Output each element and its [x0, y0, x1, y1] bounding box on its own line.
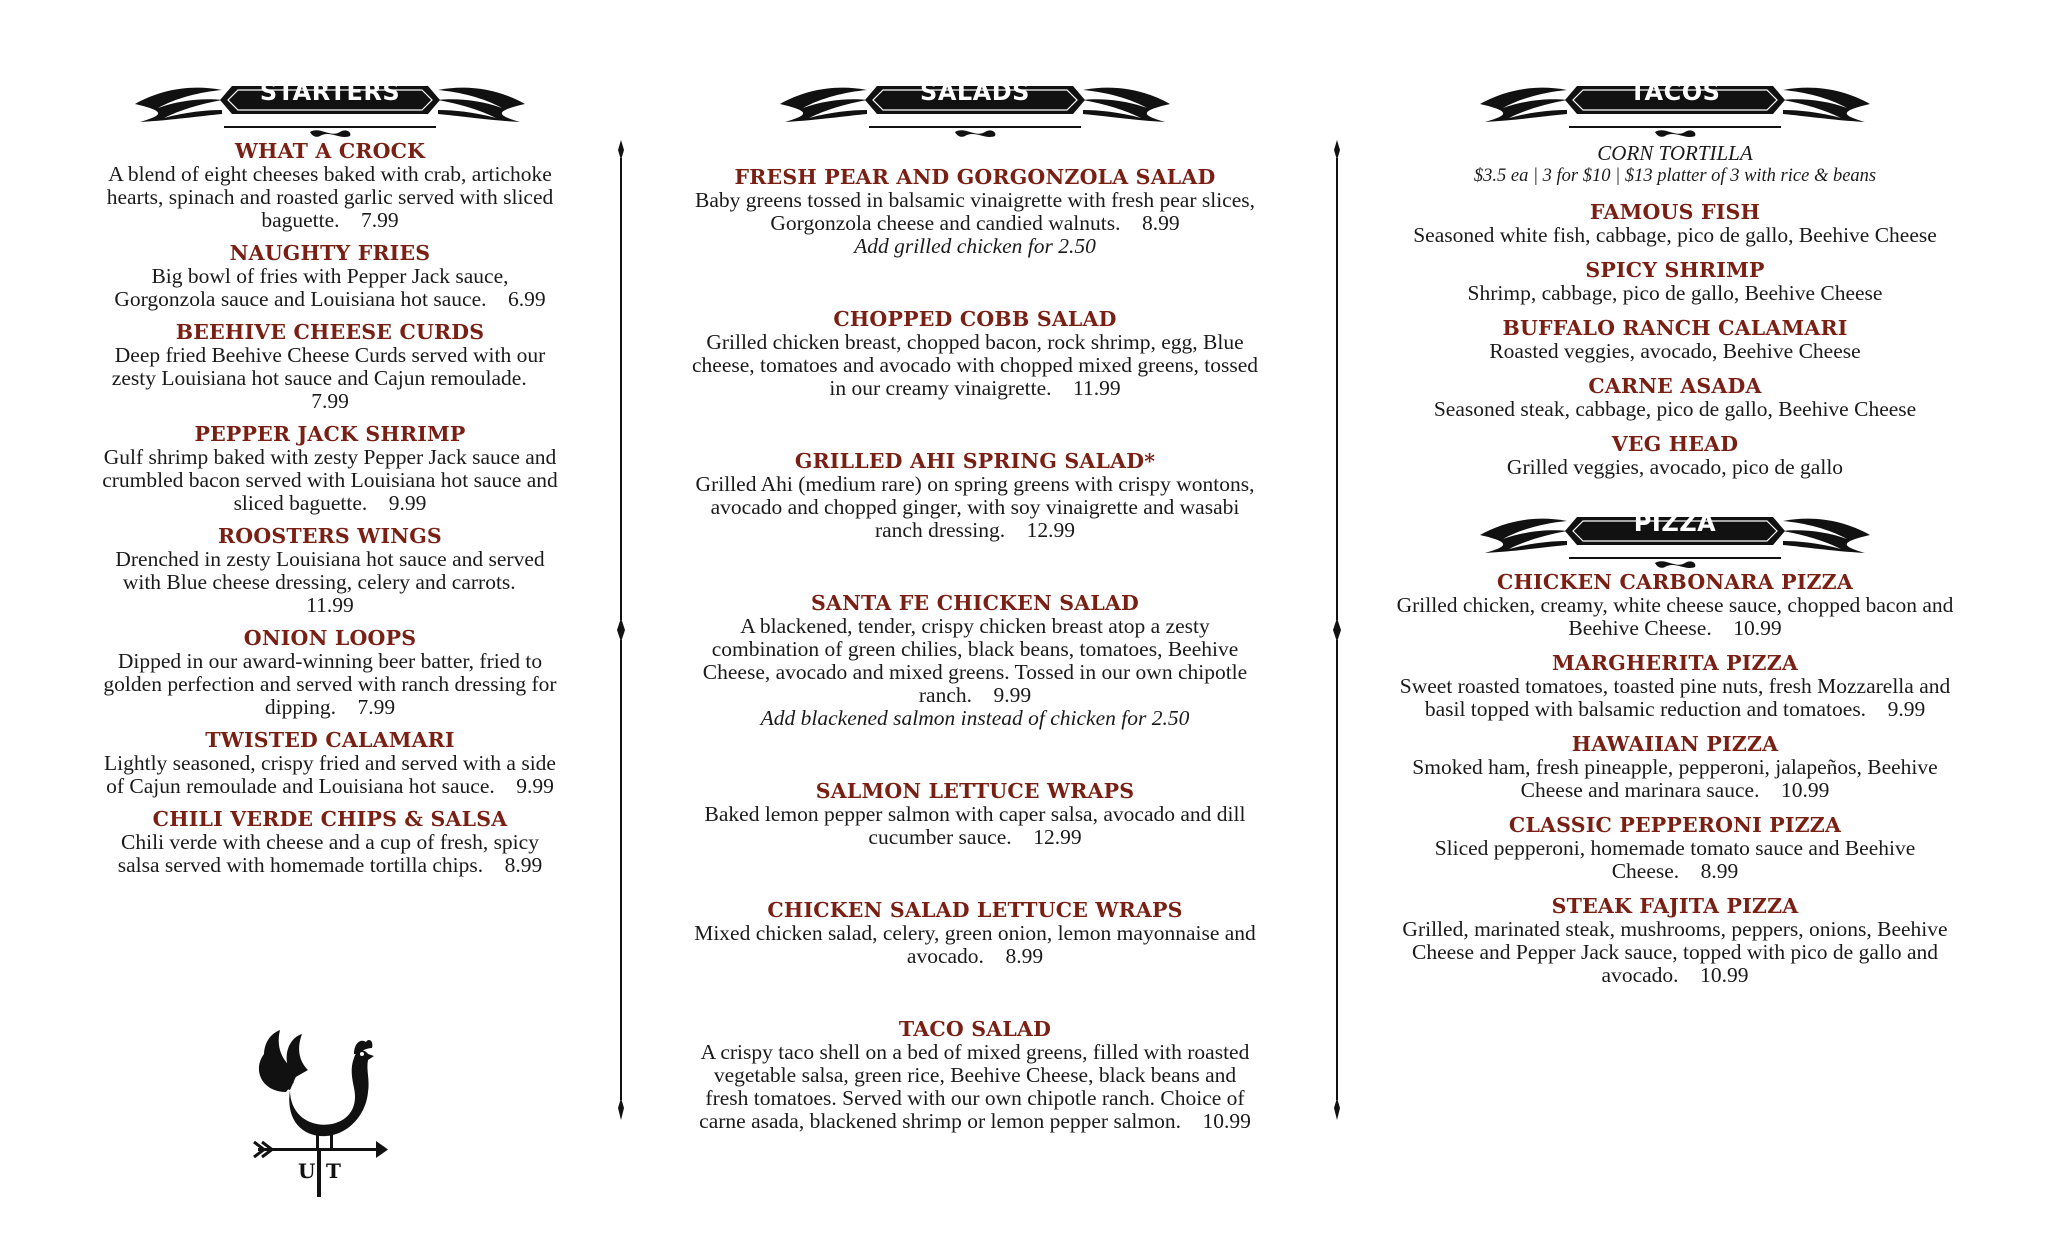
menu-item-price: 6.99 [508, 287, 546, 311]
menu-item [690, 899, 1260, 968]
menu-item [100, 242, 560, 311]
menu-item-description-text: Mixed chicken salad, celery, green onion, lemon mayonnaise and avocado. [694, 921, 1256, 968]
menu-item-description [1390, 456, 1960, 479]
menu-item-price: 12.99 [1033, 825, 1082, 849]
menu-item-description-text: Baby greens tossed in balsamic vinaigrette with fresh pear slices, Gorgonzola cheese and candied walnuts. [694, 188, 1256, 235]
menu-item-name: WHAT A CROCK [234, 139, 426, 163]
menu-item [1390, 375, 1960, 421]
menu-item-description [100, 650, 560, 719]
menu-item-name: BUFFALO RANCH CALAMARI [1502, 316, 1848, 340]
menu-item-description [100, 163, 560, 232]
menu-item [100, 627, 560, 719]
menu-item [1390, 259, 1960, 305]
menu-item-name: FAMOUS FISH [1589, 200, 1761, 224]
menu-item-name: SANTA FE CHICKEN SALAD [810, 591, 1140, 615]
menu-item-price: 9.99 [516, 774, 554, 798]
menu-item-description-text: A blend of eight cheeses baked with crab, artichoke hearts, spinach and roasted garlic served with sliced baguette. [106, 162, 554, 232]
menu-item-description-text: A crispy taco shell on a bed of mixed greens, filled with roasted vegetable salsa, green rice, Beehive Cheese, black beans and fresh tomatoes. Served with our own chipotle ranch. Choice of carne asada, blackened shrimp or lemon pepper salmon. [699, 1040, 1250, 1133]
menu-item [100, 321, 560, 413]
menu-item [690, 166, 1260, 258]
menu-item-name: GRILLED AHI SPRING SALAD* [794, 449, 1156, 473]
menu-item [690, 780, 1260, 849]
menu-item-price: 7.99 [357, 695, 396, 719]
menu-item-description-text: Grilled chicken, creamy, white cheese sauce, chopped bacon and Beehive Cheese. [1396, 593, 1954, 640]
menu-item-price: 8.99 [1141, 211, 1180, 235]
menu-item [100, 140, 560, 232]
menu-item-description [1390, 675, 1960, 721]
menu-item-note: Add grilled chicken for 2.50 [854, 234, 1096, 258]
starters-title: STARTERS [259, 78, 401, 106]
menu-item-name: FRESH PEAR AND GORGONZOLA SALAD [734, 165, 1216, 189]
menu-item-name: ONION LOOPS [243, 626, 417, 650]
corn-tortilla-prices: $3.5 ea | 3 for $10 | $13 platter of 3 with rice & beans [1473, 166, 1877, 186]
menu-item-name: SPICY SHRIMP [1585, 258, 1765, 282]
menu-item-description [1390, 398, 1960, 421]
menu-item-name: CLASSIC PEPPERONI PIZZA [1508, 813, 1842, 837]
menu-item-description [1390, 340, 1960, 363]
salads-section [690, 60, 1260, 1183]
menu-item [690, 308, 1260, 400]
menu-item-price: 7.99 [311, 389, 349, 413]
menu-item [1390, 814, 1960, 883]
menu-item-name: MARGHERITA PIZZA [1552, 651, 1798, 675]
menu-item-price: 8.99 [504, 853, 543, 877]
menu-item-description-text: Shrimp, cabbage, pico de gallo, Beehive Cheese [1467, 281, 1883, 305]
menu-item-description-text: Chili verde with cheese and a cup of fresh, spicy salsa served with homemade tortilla chips. [117, 830, 539, 877]
menu-item-name: CHICKEN SALAD LETTUCE WRAPS [767, 898, 1183, 922]
salads-title: SALADS [920, 78, 1030, 106]
menu-item-name: TWISTED CALAMARI [205, 728, 455, 752]
menu-item [1390, 571, 1960, 640]
menu-item-description-text: Grilled veggies, avocado, pico de gallo [1506, 455, 1844, 479]
menu-item-price: 9.99 [1887, 697, 1926, 721]
menu-item-name: STEAK FAJITA PIZZA [1551, 894, 1799, 918]
menu-item-description [690, 1041, 1260, 1133]
menu-item-price: 10.99 [1700, 963, 1749, 987]
menu-item-description [690, 803, 1260, 849]
menu-item-description [1390, 282, 1960, 305]
starters-banner [130, 60, 530, 140]
menu-item [100, 729, 560, 798]
menu-item-description [100, 831, 560, 877]
svg-text:T: T [326, 1159, 341, 1183]
menu-item-description [690, 331, 1260, 400]
menu-item-description-text: Dipped in our award-winning beer batter, fried to golden perfection and served with ranch dressing for dipping. [103, 649, 557, 719]
menu-item [690, 592, 1260, 730]
tacos-pizza-section [1390, 60, 1960, 999]
menu-item-description [100, 548, 560, 617]
tacos-banner [1475, 60, 1875, 140]
menu-item [1390, 733, 1960, 802]
menu-item-description [1390, 594, 1960, 640]
menu-item-note: Add blackened salmon instead of chicken for 2.50 [760, 706, 1190, 730]
menu-item-description [100, 752, 560, 798]
menu-item-description [1390, 756, 1960, 802]
column-divider-right [1330, 140, 1344, 1120]
menu-item [1390, 201, 1960, 247]
menu-item [1390, 433, 1960, 479]
menu-item-description-text: Big bowl of fries with Pepper Jack sauce, Gorgonzola sauce and Louisiana hot sauce. [114, 264, 509, 311]
menu-item-price: 9.99 [993, 683, 1032, 707]
menu-item-description [690, 922, 1260, 968]
menu-item [100, 423, 560, 515]
menu-item-price: 10.99 [1733, 616, 1782, 640]
menu-item [100, 808, 560, 877]
menu-item-description-text: Seasoned white fish, cabbage, pico de gallo, Beehive Cheese [1413, 223, 1937, 247]
menu-item-price: 10.99 [1202, 1109, 1251, 1133]
starters-section [100, 60, 560, 887]
menu-item-price: 11.99 [1073, 376, 1121, 400]
menu-item-name: BEEHIVE CHEESE CURDS [175, 320, 485, 344]
menu-item-price: 10.99 [1780, 778, 1830, 802]
menu-item-description [1390, 224, 1960, 247]
menu-item-description [100, 446, 560, 515]
menu-item-description-text: A blackened, tender, crispy chicken breast atop a zesty combination of green chilies, black beans, tomatoes, Beehive Cheese, avocado and mixed greens. Tossed in our own chipotle ranch. [702, 614, 1248, 707]
menu-item-description-text: Seasoned steak, cabbage, pico de gallo, Beehive Cheese [1433, 397, 1917, 421]
menu-item [1390, 317, 1960, 363]
menu-item-description-text: Grilled Ahi (medium rare) on spring greens with crispy wontons, avocado and chopped ginger, with soy vinaigrette and wasabi ranch dressing. [695, 472, 1255, 542]
menu-item-name: CHOPPED COBB SALAD [833, 307, 1117, 331]
menu-item-name: CHICKEN CARBONARA PIZZA [1497, 570, 1853, 594]
menu-item-description [690, 473, 1260, 542]
menu-item [1390, 895, 1960, 987]
pizza-list [1390, 571, 1960, 987]
starters-list [100, 140, 560, 877]
menu-item-description [100, 265, 560, 311]
corn-tortilla-title: CORN TORTILLA [1597, 141, 1753, 165]
menu-item-price: 7.99 [361, 208, 399, 232]
menu-item-description-text: Smoked ham, fresh pineapple, pepperoni, jalapeños, Beehive Cheese and marinara sauce. [1412, 755, 1938, 802]
menu-item-description [690, 189, 1260, 235]
salads-list [690, 140, 1260, 1133]
menu-item-name: CHILI VERDE CHIPS & SALSA [152, 807, 508, 831]
column-divider-left [614, 140, 628, 1120]
menu-item-price: 11.99 [306, 593, 354, 617]
corn-tortilla-info [1390, 142, 1960, 187]
menu-item-description [1390, 918, 1960, 987]
menu-item [690, 450, 1260, 542]
menu-item [1390, 652, 1960, 721]
menu-item-description-text: Sliced pepperoni, homemade tomato sauce and Beehive Cheese. [1434, 836, 1916, 883]
menu-item-price: 9.99 [388, 491, 427, 515]
pizza-title: PIZZA [1633, 509, 1717, 537]
menu-item-description [690, 615, 1260, 707]
menu-item-price: 8.99 [1700, 859, 1739, 883]
menu-item-description-text: Gulf shrimp baked with zesty Pepper Jack sauce and crumbled bacon served with Louisiana hot sauce and sliced baguette. [102, 445, 558, 515]
menu-item-name: HAWAIIAN PIZZA [1571, 732, 1779, 756]
menu-item-description-text: Grilled, marinated steak, mushrooms, peppers, onions, Beehive Cheese and Pepper Jack sauce, topped with pico de gallo and avocado. [1402, 917, 1948, 987]
menu-item-name: VEG HEAD [1611, 432, 1739, 456]
menu-item-name: TACO SALAD [898, 1017, 1052, 1041]
menu-item-description-text: Grilled chicken breast, chopped bacon, rock shrimp, egg, Blue cheese, tomatoes and avocado with chopped mixed greens, tossed in our creamy vinaigrette. [692, 330, 1258, 400]
menu-item-description [100, 344, 560, 413]
menu-item-description-text: Sweet roasted tomatoes, toasted pine nuts, fresh Mozzarella and basil topped with balsamic reduction and tomatoes. [1399, 674, 1951, 721]
tacos-title: TACOS [1629, 78, 1721, 106]
menu-item [690, 1018, 1260, 1133]
menu-item-name: SALMON LETTUCE WRAPS [815, 779, 1135, 803]
menu-item-price: 8.99 [1005, 944, 1044, 968]
menu-item-name: CARNE ASADA [1588, 374, 1762, 398]
svg-text:U: U [298, 1159, 316, 1183]
menu-item-description-text: Deep fried Beehive Cheese Curds served with our zesty Louisiana hot sauce and Cajun remoulade. [111, 343, 546, 390]
rooster-weathervane-icon [250, 1020, 390, 1200]
menu-item [100, 525, 560, 617]
menu-item-description-text: Roasted veggies, avocado, Beehive Cheese [1489, 339, 1861, 363]
salads-banner [775, 60, 1175, 140]
menu-item-name: PEPPER JACK SHRIMP [194, 422, 466, 446]
menu-item-name: NAUGHTY FRIES [229, 241, 431, 265]
menu-item-description-text: Drenched in zesty Louisiana hot sauce and served with Blue cheese dressing, celery and carrots. [115, 547, 545, 594]
menu-item-name: ROOSTERS WINGS [218, 524, 442, 548]
menu-item-price: 12.99 [1026, 518, 1076, 542]
menu-item-description-text: Baked lemon pepper salmon with caper salsa, avocado and dill cucumber sauce. [704, 802, 1246, 849]
pizza-banner [1475, 491, 1875, 571]
tacos-list [1390, 201, 1960, 479]
menu-item-description-text: Lightly seasoned, crispy fried and served with a side of Cajun remoulade and Louisiana hot sauce. [104, 751, 556, 798]
menu-item-description [1390, 837, 1960, 883]
